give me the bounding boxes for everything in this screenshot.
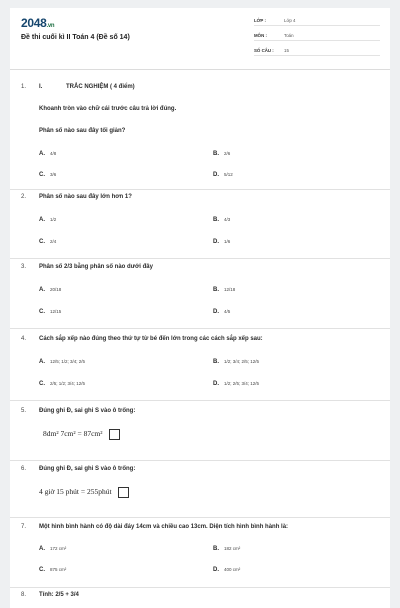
question-divider [10,189,390,190]
question-text: Phân số nào sau đây lớn hơn 1? [39,194,132,200]
question-number: 5. [21,408,27,414]
question-number: 7. [21,524,27,530]
question-number: 4. [21,336,27,342]
statement-row [43,429,120,440]
question-divider [10,400,390,401]
option-a[interactable]: A. 12/5; 1/2; 3/4; 2/5 [39,359,86,365]
exam-header [10,8,390,64]
exam-page [10,8,390,608]
question-number: 8. [21,592,27,598]
subject-label: MÔN : [254,33,267,38]
question-text: Đúng ghi Đ, sai ghi S vào ô trống: [39,466,136,472]
question-text: Một hình bình hành có độ dài đáy 14cm và chiều cao 13cm. Diện tích hình bình hành là: [39,524,289,530]
answer-box[interactable] [109,429,120,440]
class-value: Lớp 4 [284,18,296,23]
question-text: Cách sắp xếp nào đúng theo thứ tự từ bé đến lớn trong các cách sắp xếp sau: [39,336,263,342]
option-d[interactable]: D. 1/6 [213,239,231,245]
statement-row [39,487,129,498]
section-title: TRẮC NGHIỆM ( 4 điểm) [66,84,135,90]
option-a[interactable]: A. 4/8 [39,151,57,157]
option-c[interactable]: C. 12/15 [39,309,62,315]
question-number: 6. [21,466,27,472]
option-a[interactable]: A. 1/2 [39,217,57,223]
option-b[interactable]: B. 1/2; 3/4; 2/5; 12/5 [213,359,260,365]
question-text: Tính: 2/5 + 3/4 [39,592,79,598]
option-d[interactable]: D. 5/12 [213,172,233,178]
answer-box[interactable] [118,487,129,498]
header-divider [10,69,390,70]
logo-tld: .vn [46,23,55,29]
logo[interactable] [21,16,54,30]
option-b[interactable]: B. 12/18 [213,287,236,293]
subject-value: Toán [284,33,294,38]
section-number: I. [39,84,43,90]
question-number: 1. [21,84,27,90]
question-number: 2. [21,194,27,200]
question-divider [10,517,390,518]
option-d[interactable]: D. 1/2; 2/5; 3/4; 12/5 [213,381,260,387]
option-b[interactable]: B. 182 cm² [213,546,241,552]
logo-main: 2048 [21,16,47,30]
instruction-text: Khoanh tròn vào chữ cái trước câu trả lời đúng. [39,106,177,112]
question-divider [10,258,390,259]
option-b[interactable]: B. 4/3 [213,217,231,223]
question-number: 3. [21,264,27,270]
question-text: Phân số 2/3 bằng phân số nào dưới đây [39,264,153,270]
option-d[interactable]: D. 400 cm² [213,567,241,573]
subject-underline [254,40,380,41]
option-a[interactable]: A. 20/18 [39,287,62,293]
question-divider [10,587,390,588]
question-divider [10,460,390,461]
statement-text: 4 giờ 15 phút = 255phút [39,487,112,497]
question-divider [10,328,390,329]
question-text: Đúng ghi Đ, sai ghi S vào ô trống: [39,408,136,414]
question-count-value: 15 [284,48,289,53]
statement-text: 8dm² 7cm² = 87cm² [43,429,103,439]
question-count-label: SỐ CÂU : [254,48,274,53]
question-text: Phân số nào sau đây tối giản? [39,128,126,134]
class-underline [254,25,380,26]
class-label: LỚP : [254,18,266,23]
option-c[interactable]: C. 2/4 [39,239,57,245]
option-a[interactable]: A. 172 cm² [39,546,67,552]
option-c[interactable]: C. 3/6 [39,172,57,178]
question-count-underline [254,55,380,56]
option-c[interactable]: C. 875 cm² [39,567,67,573]
option-d[interactable]: D. 4/5 [213,309,231,315]
option-c[interactable]: C. 2/5; 1/2; 3/4; 12/5 [39,381,86,387]
option-b[interactable]: B. 2/6 [213,151,231,157]
exam-title: Đề thi cuối kì II Toán 4 (Đề số 14) [21,34,130,41]
